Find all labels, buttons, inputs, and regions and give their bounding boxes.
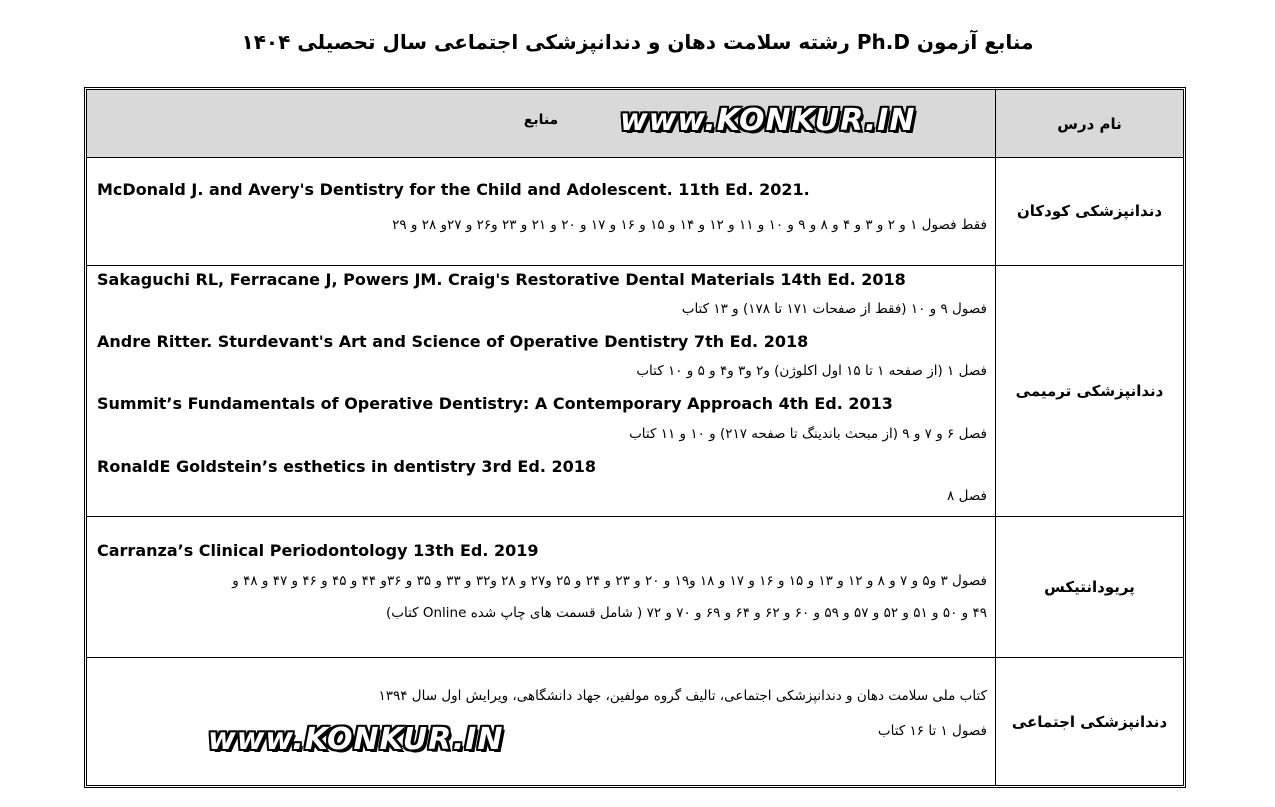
sources-cell — [87, 157, 995, 265]
page-title: منابع آزمون Ph.D رشته سلامت دهان و دندانپزشکی اجتماعی سال تحصیلی ۱۴۰۴ — [241, 30, 1034, 54]
chapters-text: ۴۹ و ۵۰ و ۵۱ و ۵۲ و ۵۷ و ۵۹ و ۶۰ و ۶۲ و ۶۴ و ۶۹ و ۷۰ و ۷۲ ( شامل قسمت های چاپ شده Online کتاب) — [385, 605, 987, 621]
watermark-bottom: www.KONKUR.IN — [208, 722, 504, 757]
book-title: Summit’s Fundamentals of Operative Dentistry: A Contemporary Approach 4th Ed. 2013 — [97, 394, 893, 413]
table-row — [87, 157, 1183, 266]
table-row — [87, 517, 1183, 658]
course-name: پریودانتیکس — [995, 517, 1183, 657]
header-course-label: نام درس — [995, 90, 1183, 157]
course-name: دندانپزشکی کودکان — [995, 157, 1183, 265]
chapters-text: فصل ۱ (از صفحه ۱ تا ۱۵ اول اکلوژن) و۲ و۳ و۴ و ۵ و ۱۰ کتاب — [636, 363, 987, 379]
watermark-top: www.KONKUR.IN — [620, 103, 916, 138]
book-title: McDonald J. and Avery's Dentistry for the Child and Adolescent. 11th Ed. 2021. — [97, 180, 810, 199]
course-name: دندانپزشکی ترمیمی — [995, 266, 1183, 516]
header-sources-label: منابع — [523, 112, 559, 128]
chapters-text: فصول ۹ و ۱۰ (فقط از صفحات ۱۷۱ تا ۱۷۸) و ۱۳ کتاب — [681, 301, 987, 317]
chapters-text: فصول ۳ و۵ و ۷ و ۸ و ۱۲ و ۱۳ و ۱۵ و ۱۶ و ۱۷ و ۱۸ و۱۹ و ۲۰ و ۲۳ و ۲۴ و ۲۵ و۲۷ و ۲۸ و۳۲ و ۳۳ و ۳۵ و ۳۶و ۴۴ و ۴۵ و ۴۶ و ۴۷ و ۴۸ و — [232, 573, 987, 589]
book-title: Andre Ritter. Sturdevant's Art and Science of Operative Dentistry 7th Ed. 2018 — [97, 332, 809, 351]
book-title: RonaldE Goldstein’s esthetics in dentistry 3rd Ed. 2018 — [97, 457, 596, 476]
chapters-text: فصل ۸ — [947, 488, 987, 504]
course-name: دندانپزشکی اجتماعی — [995, 658, 1183, 785]
chapters-text: فقط فصول ۱ و ۲ و ۳ و ۴ و ۸ و ۹ و ۱۰ و ۱۱ و ۱۲ و ۱۴ و ۱۵ و ۱۶ و ۱۷ و ۲۰ و ۲۱ و ۲۳ و۲۶ و ۲۷و ۲۸ و ۲۹ — [392, 217, 987, 233]
book-title: کتاب ملی سلامت دهان و دندانپزشکی اجتماعی، تالیف گروه مولفین، جهاد دانشگاهی، ویرایش اول سال ۱۳۹۴ — [378, 688, 987, 704]
sources-cell — [87, 266, 995, 516]
sources-cell — [87, 517, 995, 657]
chapters-text: فصول ۱ تا ۱۶ کتاب — [877, 723, 987, 739]
table-row — [87, 266, 1183, 517]
chapters-text: فصل ۶ و ۷ و ۹ (از مبحث باندینگ تا صفحه ۲۱۷) و ۱۰ و ۱۱ کتاب — [629, 426, 987, 442]
book-title: Carranza’s Clinical Periodontology 13th Ed. 2019 — [97, 541, 539, 560]
book-title: Sakaguchi RL, Ferracane J, Powers JM. Craig's Restorative Dental Materials 14th Ed. 2018 — [97, 270, 906, 289]
sources-table — [84, 87, 1186, 788]
